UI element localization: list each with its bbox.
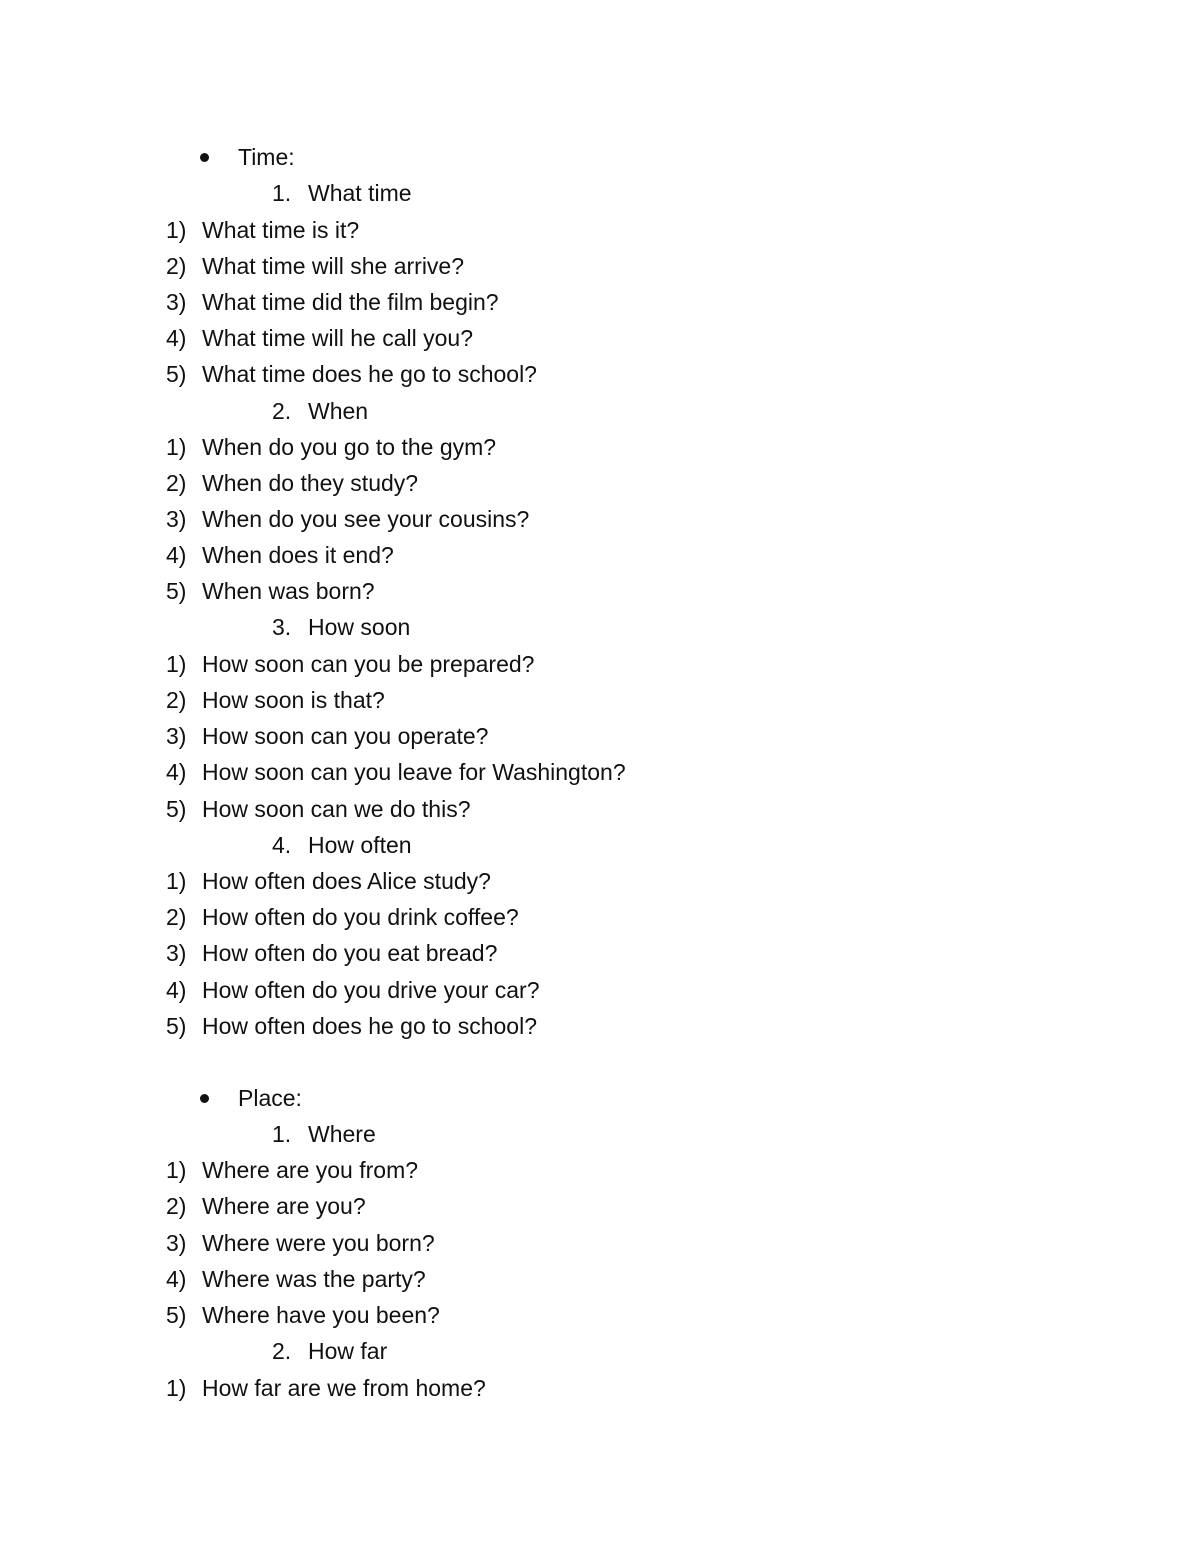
group-number: 3. [272, 614, 292, 640]
group-title: What time [308, 180, 412, 206]
item-text: How often does Alice study? [202, 868, 491, 894]
group-title: How far [308, 1338, 388, 1364]
item-text: What time does he go to school? [202, 361, 537, 387]
group-title: How soon [308, 614, 411, 640]
item-text: Where are you from? [202, 1157, 419, 1183]
item-text: How often do you eat bread? [202, 940, 498, 966]
item-number: 4) [166, 977, 187, 1003]
item-text: When do they study? [202, 470, 419, 496]
item-text: How often do you drink coffee? [202, 904, 519, 930]
item-text: How soon is that? [202, 687, 385, 713]
item-number: 2) [166, 687, 187, 713]
group-number: 1. [272, 180, 292, 206]
section-label: Place: [238, 1085, 302, 1111]
item-number: 4) [166, 542, 187, 568]
item-number: 2) [166, 470, 187, 496]
item-text: Where were you born? [202, 1230, 435, 1256]
group-title: How often [308, 832, 412, 858]
item-text: When was born? [202, 578, 375, 604]
item-text: How soon can we do this? [202, 796, 471, 822]
bullet-icon [200, 153, 209, 162]
item-text: When does it end? [202, 542, 394, 568]
item-text: How soon can you be prepared? [202, 651, 535, 677]
item-text: How soon can you operate? [202, 723, 489, 749]
item-number: 5) [166, 1013, 187, 1039]
item-text: What time did the film begin? [202, 289, 499, 315]
bullet-icon [200, 1094, 209, 1103]
item-text: How far are we from home? [202, 1375, 486, 1401]
item-number: 3) [166, 940, 187, 966]
item-text: Where are you? [202, 1193, 366, 1219]
item-number: 2) [166, 1193, 187, 1219]
item-number: 5) [166, 578, 187, 604]
group-number: 1. [272, 1121, 292, 1147]
item-number: 3) [166, 723, 187, 749]
item-number: 3) [166, 1230, 187, 1256]
item-text: When do you see your cousins? [202, 506, 530, 532]
group-number: 4. [272, 832, 292, 858]
item-number: 1) [166, 868, 187, 894]
item-number: 2) [166, 904, 187, 930]
item-number: 1) [166, 217, 187, 243]
item-number: 4) [166, 1266, 187, 1292]
item-number: 1) [166, 1375, 187, 1401]
item-number: 5) [166, 361, 187, 387]
group-number: 2. [272, 1338, 292, 1364]
group-title: Where [308, 1121, 376, 1147]
item-number: 1) [166, 434, 187, 460]
item-text: When do you go to the gym? [202, 434, 497, 460]
item-text: What time will she arrive? [202, 253, 465, 279]
group-title: When [308, 398, 369, 424]
item-text: What time is it? [202, 217, 360, 243]
item-text: Where have you been? [202, 1302, 440, 1328]
item-number: 1) [166, 651, 187, 677]
item-number: 4) [166, 325, 187, 351]
item-text: How often do you drive your car? [202, 977, 540, 1003]
item-number: 3) [166, 506, 187, 532]
item-text: Where was the party? [202, 1266, 426, 1292]
group-number: 2. [272, 398, 292, 424]
item-text: How often does he go to school? [202, 1013, 538, 1039]
item-number: 5) [166, 1302, 187, 1328]
item-number: 4) [166, 759, 187, 785]
item-number: 2) [166, 253, 187, 279]
item-number: 1) [166, 1157, 187, 1183]
section-label: Time: [238, 144, 295, 170]
item-text: How soon can you leave for Washington? [202, 759, 626, 785]
item-number: 5) [166, 796, 187, 822]
item-text: What time will he call you? [202, 325, 473, 351]
item-number: 3) [166, 289, 187, 315]
